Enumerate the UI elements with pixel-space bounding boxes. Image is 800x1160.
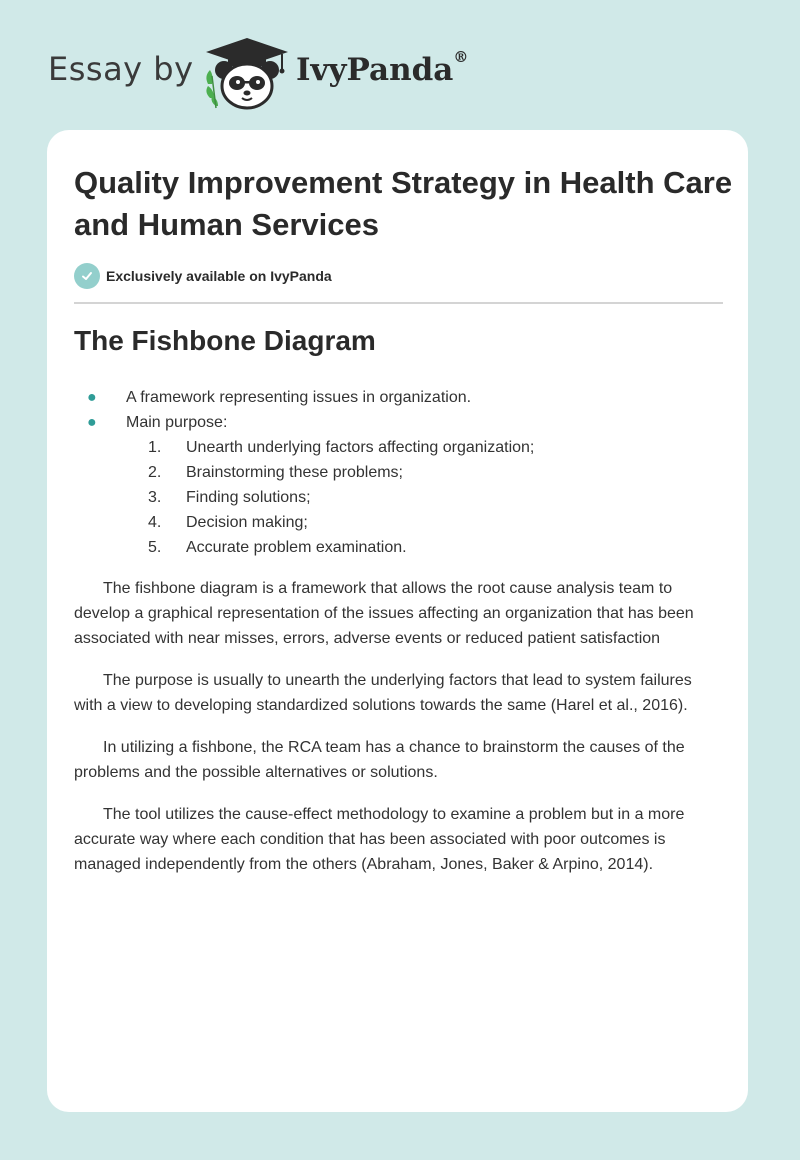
brand-name[interactable]: IvyPanda® bbox=[296, 48, 469, 88]
numbered-list bbox=[74, 435, 724, 560]
list-item: 3. Finding solutions; bbox=[148, 489, 311, 506]
bullet-icon: ● bbox=[87, 414, 97, 431]
list-item: 4. Decision making; bbox=[148, 514, 308, 531]
numbered-list-container bbox=[74, 435, 724, 560]
list-item: 2. Brainstorming these problems; bbox=[148, 464, 403, 481]
site-header bbox=[48, 34, 548, 114]
panda-graduate-icon bbox=[202, 36, 292, 112]
essay-by-label: Essay by bbox=[48, 50, 194, 88]
paragraph: The tool utilizes the cause-effect methodology to examine a problem but in a more accurate way where each condition that has been associated with poor outcomes is managed independently from the others (Abraham, Jones, Baker & Arpino, 2014). bbox=[74, 806, 685, 873]
exclusive-label: Exclusively available on IvyPanda bbox=[106, 268, 332, 284]
paragraph: The purpose is usually to unearth the underlying factors that lead to system failures with a view to developing standardized solutions towards the same (Harel et al., 2016). bbox=[74, 672, 692, 714]
list-item: ● Main purpose: bbox=[74, 410, 724, 435]
essay-card bbox=[47, 130, 748, 1112]
divider bbox=[74, 302, 723, 304]
bullet-icon: ● bbox=[87, 389, 97, 406]
bullet-list bbox=[74, 385, 724, 560]
paragraph: The fishbone diagram is a framework that allows the root cause analysis team to develop a graphical representation of the issues affecting an organization that has been associated with near misses, errors, adverse events or reduced patient satisfaction bbox=[74, 580, 694, 647]
section-heading: The Fishbone Diagram bbox=[74, 325, 376, 356]
list-item: 1. Unearth underlying factors affecting organization; bbox=[148, 439, 535, 456]
exclusive-badge bbox=[74, 262, 332, 290]
body-text bbox=[74, 576, 724, 894]
paragraph: In utilizing a fishbone, the RCA team has a chance to brainstorm the causes of the problems and the possible alternatives or solutions. bbox=[74, 739, 685, 781]
check-icon bbox=[74, 263, 100, 289]
list-item: ● A framework representing issues in organization. bbox=[74, 385, 724, 410]
essay-title: Quality Improvement Strategy in Health Care and Human Services bbox=[74, 165, 733, 242]
list-item: 5. Accurate problem examination. bbox=[148, 539, 407, 556]
